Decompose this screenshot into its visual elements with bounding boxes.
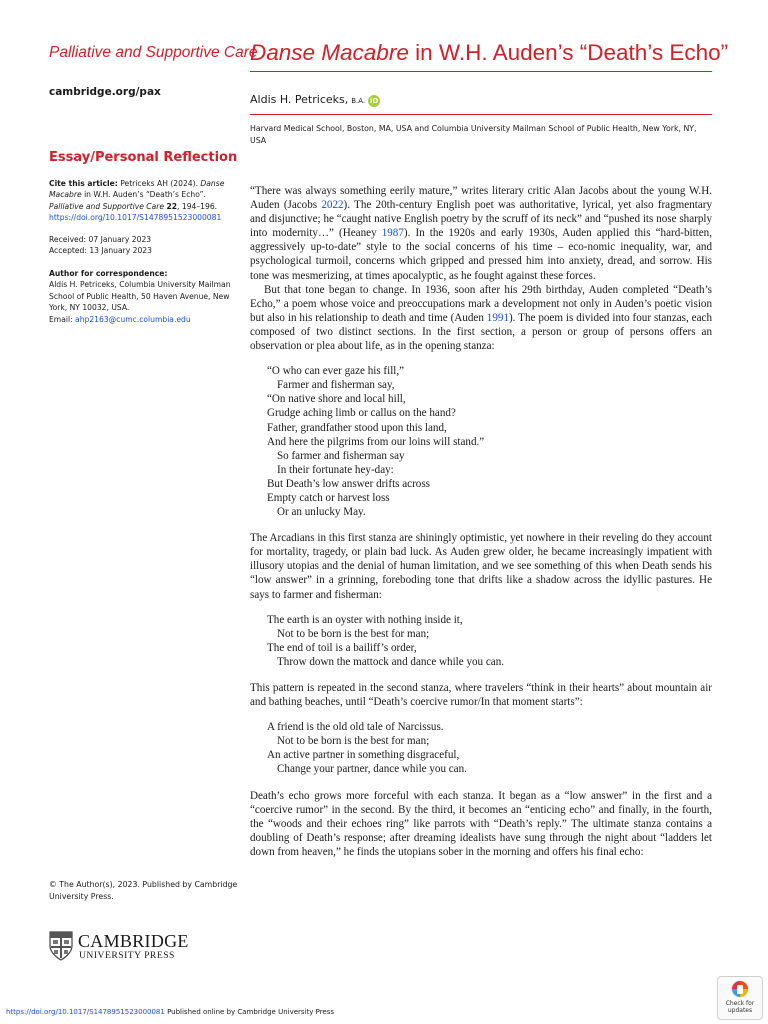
orcid-icon[interactable]: iD [370,97,379,105]
poem-line: Grudge aching limb or callus on the hand? [267,407,456,420]
poem-line: Change your partner, dance while you can. [277,763,467,776]
poem-line: In their fortunate hey-day: [277,463,394,476]
footer-doi-link[interactable]: https://doi.org/10.1017/S1478951523000081 [6,1008,165,1016]
cite-label: Cite this article: [49,179,118,188]
poem-line: Not to be born is the best for man; [277,627,430,640]
accepted-date: Accepted: 13 January 2023 [49,246,152,256]
poem-line: But Death’s low answer drifts across [267,477,430,490]
cite-doi-link[interactable]: https://doi.org/10.1017/S1478951523000081 [49,213,222,223]
correspondence-email-line [49,314,239,325]
ref-jacobs-2022[interactable]: 2022 [321,199,344,212]
cite-volume: 22 [166,201,178,211]
correspondence-address: Aldis H. Petriceks, Columbia University Mailman School of Public Health, 50 Haven Avenue, New York, NY 10032, USA. [49,280,231,313]
article-title-rest: in W.H. Auden’s “Death’s Echo” [408,40,729,65]
p1-text-b: ). The 20th-century English poet was authoritative, lyrical, yet also fragmentary and disjunctive; he “caught native English poetry by the scruff of its neck” and “pushed its nose sharply into modernity…” (Heaney [250,199,712,240]
journal-site-url[interactable]: cambridge.org/pax [49,86,161,98]
cite-title-italic: Danse Macabre [49,179,225,200]
dates-block [49,234,239,257]
cite-journal: Palliative and Supportive Care [49,201,165,211]
cambridge-logo [49,931,199,963]
poem-line: Farmer and fisherman say, [277,379,395,392]
check-updates-label: Check for updates [725,1000,755,1014]
cite-pages: , 194–196. [177,201,218,211]
body-paragraph-2 [250,283,712,353]
p1-text-c: ). In the 1920s and early 1930s, Auden applied this “hard-bitten, aggressively up-to-date” style to the social concerns of his time – eco-nomic inequality, war, and psychological turmoil, concerns which gripped and pressed him into anxiety, dread, and sorrow. His tone was mesmerizing, at times apocalyptic, as he fought against these forces. [250,227,712,282]
cambridge-shield-icon [49,931,73,961]
body-paragraph-5: Death’s echo grows more forceful with each stanza. It began as a “low answer” in the first and a “coercive rumor” in the second. By the third, it becomes an “enticing echo” and finally, in the fourth, the “woods and their echoes ring” like parrots with “Death’s reply.” The ultimate stanza contains a doubling of Death’s response; after dreaming idealists have sung through the night about “ladders let down from heaven,” he finds the utopians sober in the morning and offers his final echo: [250,789,712,858]
correspondence-label: Author for correspondence: [49,269,168,278]
author-line [250,93,380,107]
poem-line: The earth is an oyster with nothing inside it, [267,613,463,626]
p2-text-b: ). The poem is divided into four stanzas, each composed of two distinct sections. In the first section, a person or group of persons offers an observation or plea about life, as in the opening stanza: [250,311,712,353]
poem-stanza-3 [267,720,712,776]
article-title-italic: Danse Macabre [250,40,409,65]
article-body [250,184,712,859]
p2-text-a: But that tone began to change. In 1936, soon after his 29th birthday, Auden completed “Death’s Echo,” a poem whose voice and preoccupations mark a development not only in Auden’s poetic vision but also in his relationship to death and time (Auden [250,283,712,324]
poem-stanza-1 [267,364,712,519]
poem-line: Or an unlucky May. [277,506,366,519]
ref-auden-1991[interactable]: 1991 [486,311,509,324]
title-rule [250,71,712,72]
poem-line: And here the pilgrims from our loins will stand.” [267,435,485,448]
journal-name: Palliative and Supportive Care [49,44,258,61]
received-date: Received: 07 January 2023 [49,235,152,244]
correspondence-block [49,268,239,325]
cite-authors: Petriceks AH (2024). [117,179,201,188]
author-rule [250,114,712,115]
poem-stanza-2 [267,613,712,669]
poem-line: Empty catch or harvest loss [267,491,390,504]
author-affiliation: Harvard Medical School, Boston, MA, USA and Columbia University Mailman School of Public Health, New York, NY, USA [250,124,697,145]
email-link[interactable]: ahp2163@cumc.columbia.edu [75,314,191,324]
poem-line: Father, grandfather stood upon this land, [267,421,447,434]
crossmark-icon [731,980,749,998]
page-footer [6,1008,334,1016]
body-paragraph-4: This pattern is repeated in the second stanza, where travelers “think in their hearts” about mountain air and bathing beaches, until “Death’s coercive rumor/In that moment starts”: [250,682,712,709]
poem-line: Throw down the mattock and dance while you can. [277,655,505,668]
citation-block [49,178,239,224]
author-degree: B.A. [351,97,366,105]
logo-subtitle: UNIVERSITY PRESS [79,950,175,961]
check-for-updates-badge[interactable] [717,976,763,1020]
poem-line: The end of toil is a bailiff’s order, [267,641,417,654]
logo-wordmark: CAMBRIDGE [78,931,189,951]
body-paragraph-1 [250,184,712,283]
copyright-notice: © The Author(s), 2023. Published by Cambridge University Press. [49,880,238,901]
ref-heaney-1987[interactable]: 1987 [381,227,404,240]
body-paragraph-3: The Arcadians in this first stanza are shiningly optimistic, yet nowhere in their reveling do they account for mortality, tragedy, or plain bad luck. As Auden grew older, he became increasingly impatient with illusory utopias and the denial of human limitation, and we see something of this when Death sends his “low answer” in a grinning, foreboding tone that drifts like a shadow across the idyllic pastures. He says to farmer and fisherman: [250,532,712,601]
poem-line: So farmer and fisherman say [277,449,405,462]
poem-line: An active partner in something disgraceful, [267,749,460,762]
poem-line: A friend is the old old tale of Narcissus. [267,721,444,734]
article-title [250,40,729,66]
p1-text-a: “There was always something eerily mature,” writes literary critic Alan Jacobs about the young W.H. Auden (Jacobs [250,185,712,212]
poem-line: “On native shore and local hill, [267,393,406,406]
poem-line: Not to be born is the best for man; [277,735,430,748]
author-name: Aldis H. Petriceks, [250,93,349,106]
article-section-label: Essay/Personal Reflection [49,150,238,165]
poem-line: “O who can ever gaze his fill,” [267,365,405,378]
cite-title-rest: in W.H. Auden’s “Death’s Echo”. [81,190,206,200]
footer-published-text: Published online by Cambridge University Press [164,1008,335,1016]
email-label: Email: [49,314,76,324]
